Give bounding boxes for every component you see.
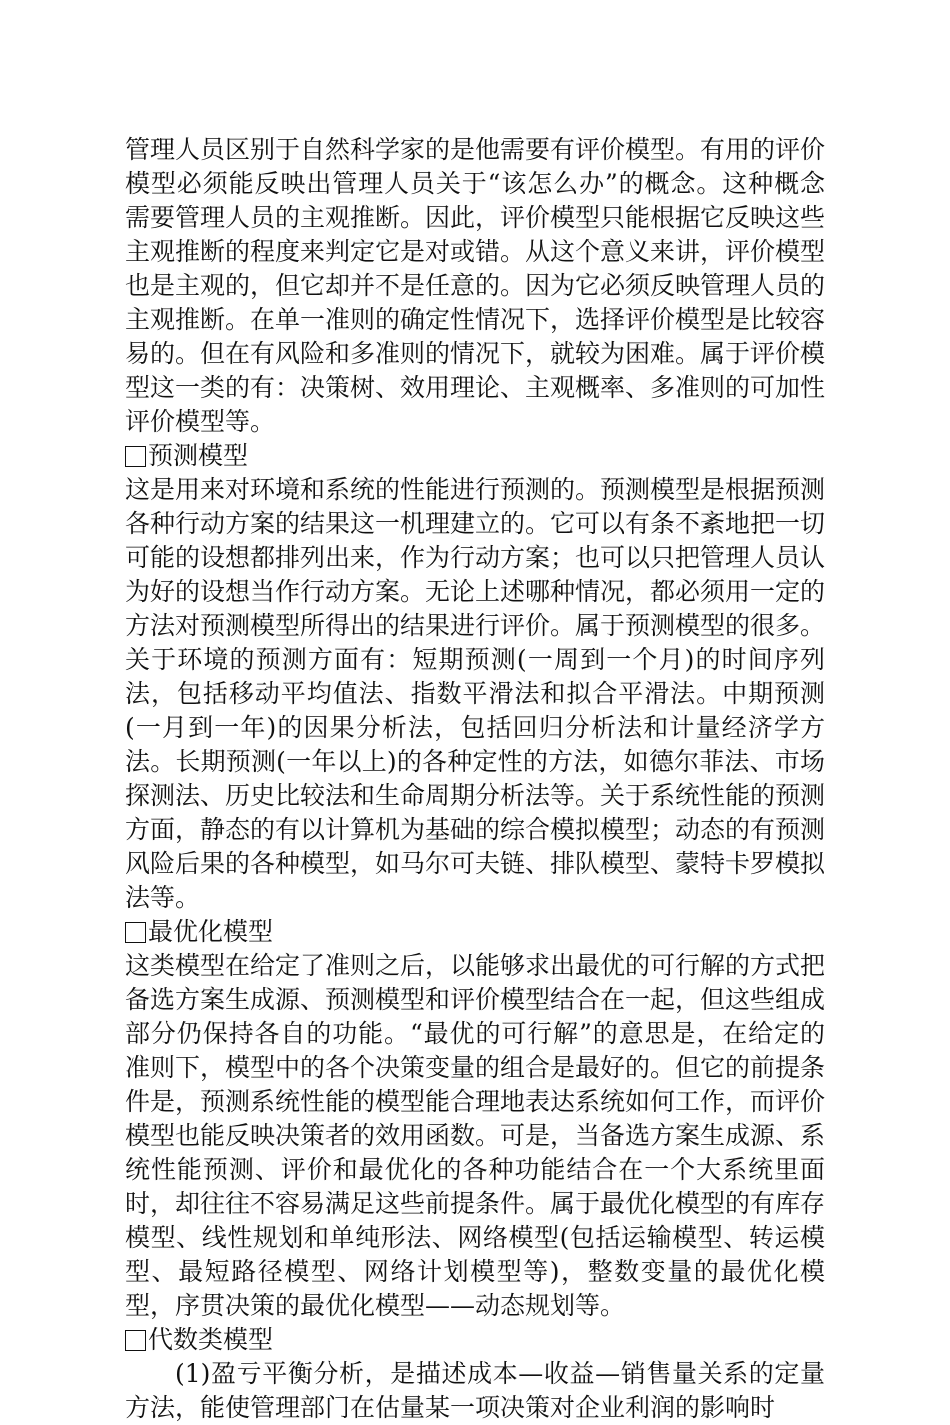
document-body	[125, 133, 825, 1425]
section-paragraph-algebraic-model: (1)盈亏平衡分析，是描述成本—收益—销售量关系的定量方法，能使管理部门在估量某一项决策对企业利润的影响时	[125, 1359, 825, 1422]
section-paragraph-optimization-model: 这类模型在给定了准则之后，以能够求出最优的可行解的方式把备选方案生成源、预测模型和评价模型结合在一起，但这些组成部分仍保持各自的功能。“最优的可行解”的意思是，在给定的准则下，模型中的各个决策变量的组合是最好的。但它的前提条件是，预测系统性能的模型能合理地表达系统如何工作，而评价模型也能反映决策者的效用函数。可是，当备选方案生成源、系统性能预测、评价和最优化的各种功能结合在一个大系统里面时，却往往不容易满足这些前提条件。属于最优化模型的有库存模型、线性规划和单纯形法、网络模型(包括运输模型、转运模型、最短路径模型、网络计划模型等)，整数变量的最优化模型，序贯决策的最优化模型——动态规划等。	[125, 951, 826, 1320]
checkbox-square-icon	[125, 922, 146, 943]
section-heading-prediction-model	[125, 439, 825, 473]
section-heading-text: 最优化模型	[148, 917, 274, 946]
section-heading-algebraic-model	[125, 1323, 825, 1357]
checkbox-square-icon	[125, 1330, 146, 1351]
section-heading-text: 代数类模型	[148, 1325, 274, 1354]
intro-paragraph: 管理人员区别于自然科学家的是他需要有评价模型。有用的评价模型必须能反映出管理人员关于“该怎么办”的概念。这种概念需要管理人员的主观推断。因此，评价模型只能根据它反映这些主观推断的程度来判定它是对或错。从这个意义来讲，评价模型也是主观的，但它却并不是任意的。因为它必须反映管理人员的主观推断。在单一准则的确定性情况下，选择评价模型是比较容易的。但在有风险和多准则的情况下，就较为困难。属于评价模型这一类的有：决策树、效用理论、主观概率、多准则的可加性评价模型等。	[125, 135, 826, 436]
section-heading-optimization-model	[125, 915, 825, 949]
section-paragraph-prediction-model: 这是用来对环境和系统的性能进行预测的。预测模型是根据预测各种行动方案的结果这一机理建立的。它可以有条不紊地把一切可能的设想都排列出来，作为行动方案；也可以只把管理人员认为好的设想当作行动方案。无论上述哪种情况，都必须用一定的方法对预测模型所得出的结果进行评价。属于预测模型的很多。关于环境的预测方面有：短期预测(一周到一个月)的时间序列法，包括移动平均值法、指数平滑法和拟合平滑法。中期预测(一月到一年)的因果分析法，包括回归分析法和计量经济学方法。长期预测(一年以上)的各种定性的方法，如德尔菲法、市场探测法、历史比较法和生命周期分析法等。关于系统性能的预测方面，静态的有以计算机为基础的综合模拟模型；动态的有预测风险后果的各种模型，如马尔可夫链、排队模型、蒙特卡罗模拟法等。	[125, 475, 826, 912]
section-heading-text: 预测模型	[148, 441, 249, 470]
checkbox-square-icon	[125, 446, 146, 467]
